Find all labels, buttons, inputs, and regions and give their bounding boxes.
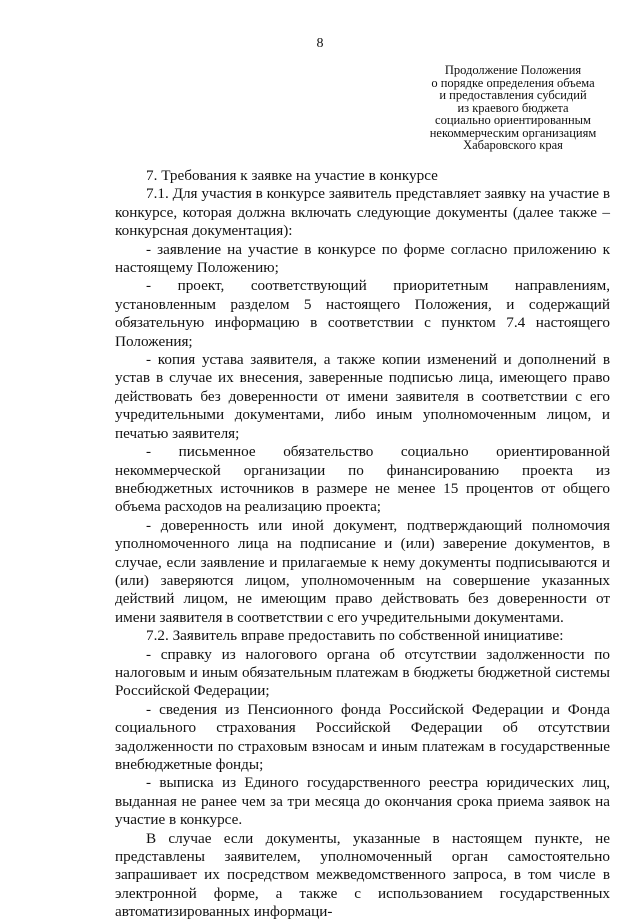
section-heading: 7. Требования к заявке на участие в конкурсе — [146, 167, 438, 184]
list-item: - письменное обязательство социально ориентированной некоммерческой организации по финансированию проекта из внебюджетных источников в размере не менее 15 процентов от общего объема расходов на реализацию проекта; — [115, 443, 610, 516]
continuation-line: Хабаровского края — [463, 138, 563, 152]
continuation-line: из краевого бюджета — [457, 100, 569, 115]
paragraph: 7.2. Заявитель вправе предоставить по собственной инициативе: — [146, 627, 564, 645]
paragraph: 7.1. Для участия в конкурсе заявитель представляет заявку на участие в конкурсе, которая должна включать следующие документы (далее также – конкурсная документация): — [115, 185, 610, 240]
continuation-line: Продолжение Положения — [444, 63, 582, 77]
page-number: 8 — [316, 36, 324, 51]
list-item: - заявление на участие в конкурсе по форме согласно приложению к настоящему Положению; — [115, 240, 610, 277]
list-item: - выписка из Единого государственного реестра юридических лиц, выданная не ранее чем за три месяца до окончания срока приема заявок на участие в конкурсе. — [115, 774, 610, 829]
paragraph: В случае если документы, указанные в настоящем пункте, не представлены заявителем, уполномоченный орган самостоятельно запрашивает их посредством межведомственного запроса, в том числе в электронной форме, а также с использованием государственных автоматизированных информаци- — [115, 829, 610, 921]
list-item: - сведения из Пенсионного фонда Российской Федерации и Фонда социального страхования Российской Федерации об отсутствии задолженности по страховым взносам и иным платежам в государственные внебюджетные фонды; — [115, 700, 610, 773]
continuation-line: социально ориентированным — [435, 113, 591, 127]
list-item: - проект, соответствующий приоритетным направлениям, установленным разделом 5 настоящего Положения, и содержащий обязательную информацию в соответствии с пунктом 7.4 настоящего Положения; — [115, 277, 610, 350]
continuation-line: и предоставления субсидий — [439, 88, 587, 102]
list-item: - доверенность или иной документ, подтверждающий полномочия уполномоченного лица на подписание и (или) заверение документов, в случае, если заявление и прилагаемые к нему документы подписываются и (или) заверяются лицом, уполномоченным на совершение указанных действий лицом, не имеющим право действовать без доверенности от имени заявителя в соответствии с его учредительными документами. — [115, 516, 610, 626]
continuation-header — [418, 64, 608, 152]
continuation-line: о порядке определения объема — [431, 75, 595, 90]
document-body — [115, 167, 610, 922]
list-item: - копия устава заявителя, а также копии изменений и дополнений в устав в случае их внесения, заверенные подписью лица, имеющего право действовать без доверенности от имени заявителя в соответствии с его учредительными документами, либо иным уполномоченным лицом, и печатью заявителя; — [115, 351, 610, 442]
list-item: - справку из налогового органа об отсутствии задолженности по налоговым и иным обязательным платежам в бюджеты бюджетной системы Российской Федерации; — [115, 645, 610, 700]
continuation-line: некоммерческим организациям — [429, 125, 597, 140]
